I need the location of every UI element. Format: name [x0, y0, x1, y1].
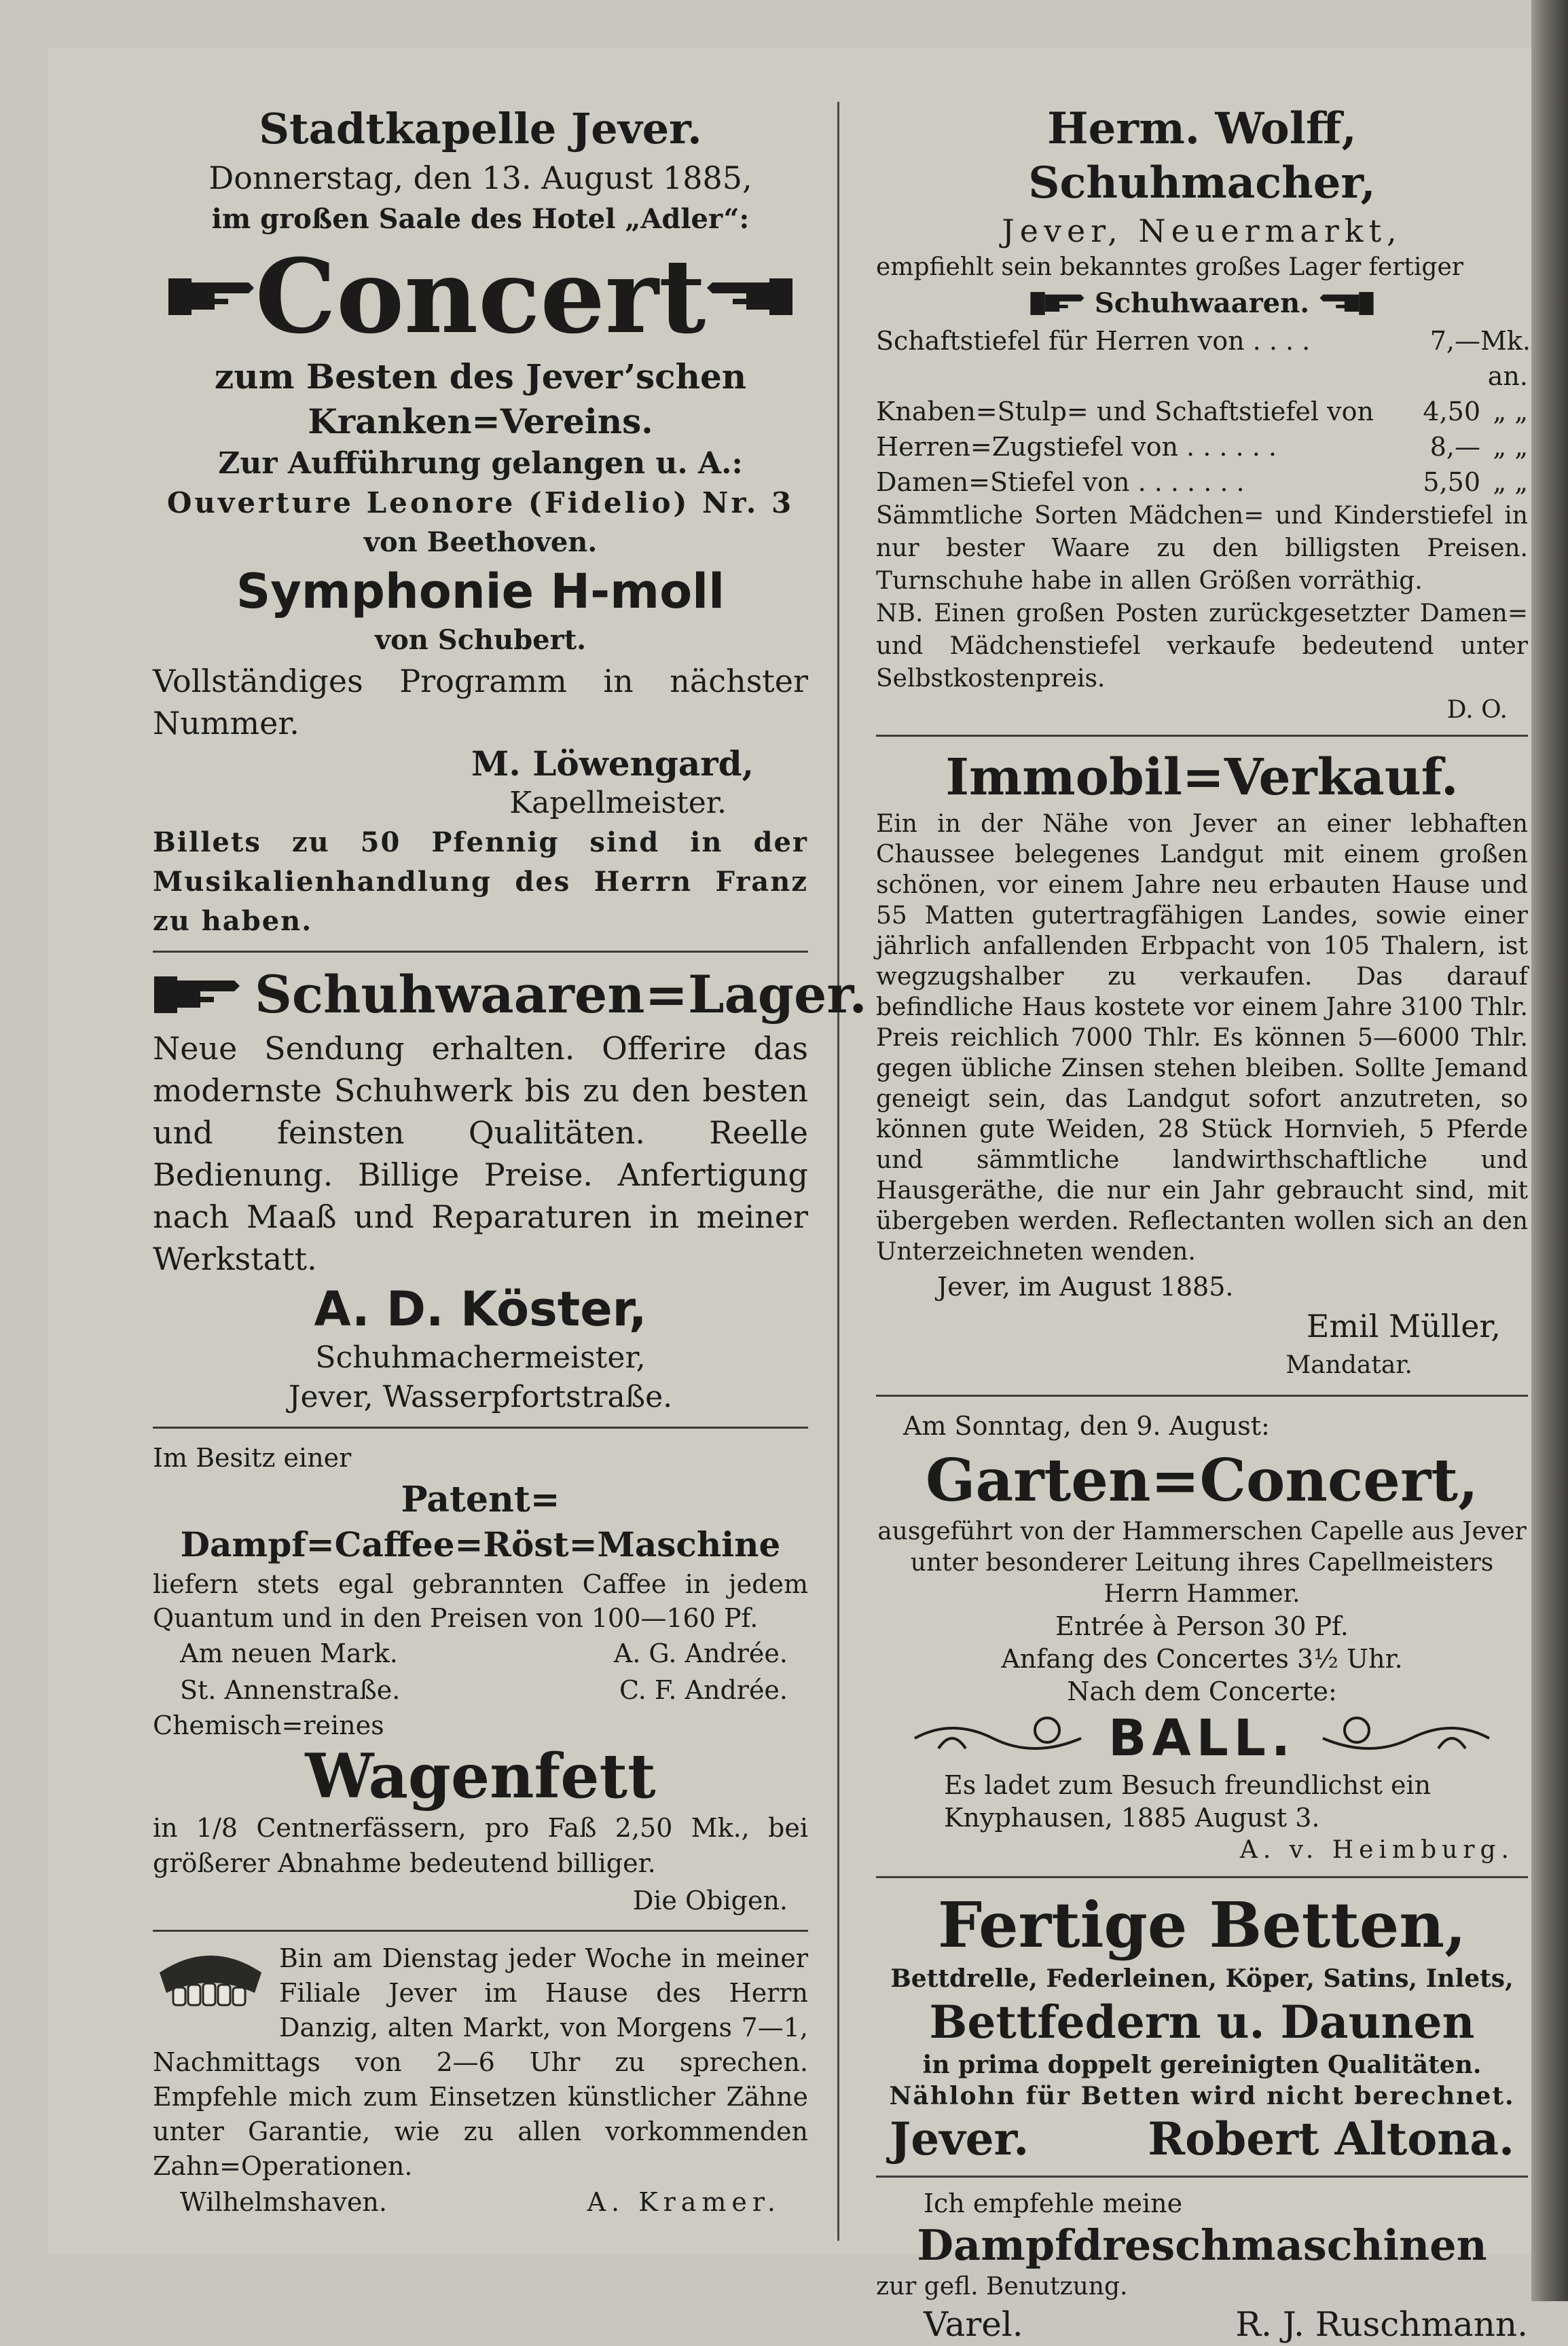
concert-date: Donnerstag, den 13. August 1885,	[208, 160, 752, 196]
coffee-title-2: Dampf=Caffee=Röst=Maschine	[180, 1524, 781, 1564]
garden-place: Knyphausen, 1885 August 3.	[944, 1803, 1320, 1833]
thresh-footer	[876, 2303, 1528, 2346]
coffee-chem: Chemisch=reines	[153, 1710, 384, 1740]
divider	[153, 1427, 808, 1429]
concert-title-row	[153, 239, 808, 354]
shoe-text: Neue Sendung erhalten. Offerire das modernste Schuhwerk bis zu den besten und feinsten Qualitäten. Reelle Bedienung. Billige Preise. Anfertigung nach Maaß und Reparaturen in meiner Werkstatt.	[153, 1030, 808, 1277]
coffee-seller-1	[153, 1635, 808, 1672]
price-unit: „ „	[1493, 467, 1528, 497]
divider	[876, 1395, 1528, 1397]
price-unit: Mk. an.	[1480, 326, 1531, 391]
garden-name: A. v. Heimburg.	[1239, 1836, 1514, 1864]
wolff-place: Jever, Neuermarkt,	[1002, 213, 1402, 249]
pointing-hand-icon	[706, 273, 794, 320]
shoe-owner-role: Schuhmachermeister,	[315, 1340, 646, 1375]
divider	[153, 1930, 808, 1932]
beds-footer	[876, 2112, 1528, 2166]
threshing-ad	[876, 2187, 1528, 2346]
garden-text: ausgeführt von der Hammerschen Capelle aus Jever unter besonderer Leitung ihres Capellmeisters Herrn Hammer.	[877, 1518, 1527, 1608]
column-divider	[837, 102, 839, 2241]
beds-title-2: Bettfedern u. Daunen	[929, 1996, 1475, 2049]
concert-conductor-role: Kapellmeister.	[509, 786, 727, 820]
shoe-address: Jever, Wasserpfortstraße.	[288, 1380, 673, 1414]
concert-tickets: Billets zu 50 Pfennig sind in der Musikalienhandlung des Herrn Franz zu haben.	[153, 826, 808, 937]
pointing-hand-icon	[167, 273, 255, 320]
coffee-name-1: A. G. Andrée.	[613, 1638, 788, 1668]
wolff-sign: D. O.	[1446, 696, 1508, 724]
thresh-use: zur gefl. Benutzung.	[876, 2273, 1128, 2301]
shoe-title: Schuhwaaren=Lager.	[255, 964, 867, 1025]
beds-title: Fertige Betten,	[937, 1888, 1467, 1962]
coffee-name-2: C. F. Andrée.	[619, 1675, 788, 1705]
wolff-price-list	[876, 323, 1531, 500]
price-item: Herren=Zugstiefel von . . . . . .	[876, 432, 1277, 462]
immobil-name: Emil Müller,	[1306, 1308, 1501, 1344]
left-column	[153, 75, 867, 2220]
divider	[876, 735, 1528, 737]
beds-list: Bettdrelle, Federleinen, Köper, Satins, Inlets,	[890, 1964, 1514, 1993]
shoe-title-row	[153, 962, 867, 1027]
coffee-sign: Die Obigen.	[632, 1886, 788, 1916]
concert-heading: Stadtkapelle Jever.	[259, 104, 702, 153]
immobil-title: Immobil=Verkauf.	[945, 748, 1459, 807]
concert-piece-2: Symphonie H-moll	[236, 564, 725, 619]
price-item: Schaftstiefel für Herren von . . . .	[876, 326, 1311, 356]
immobil-date: Jever, im August 1885.	[937, 1272, 1234, 1302]
concert-ad	[153, 102, 808, 941]
coffee-title-1: Patent=	[401, 1479, 560, 1520]
dentures-icon	[153, 1945, 268, 2027]
coffee-product: Wagenfett	[305, 1740, 656, 1812]
wolff-recommend: empfiehlt sein bekanntes großes Lager fertiger	[876, 253, 1463, 281]
concert-title: Concert	[255, 237, 706, 356]
garden-entry: Entrée à Person 30 Pf.	[1055, 1611, 1349, 1641]
price-value: 4,50	[1423, 397, 1480, 426]
wolff-nb: NB. Einen großen Posten zurückgesetzter Damen= und Mädchenstiefel verkaufe bedeutend unter Selbstkostenpreis.	[876, 600, 1528, 693]
ornament-icon	[1316, 1711, 1493, 1765]
right-column	[876, 75, 1531, 2346]
garden-date: Am Sonntag, den 9. August:	[903, 1411, 1270, 1441]
concert-purpose-1: zum Besten des Jever’schen	[214, 356, 747, 397]
coffee-location-2: St. Annenstraße.	[180, 1675, 401, 1705]
coffee-product-text: in 1/8 Centnerfässern, pro Faß 2,50 Mk., bei größerer Abnahme bedeutend billiger.	[153, 1813, 808, 1878]
beds-place: Jever.	[890, 2112, 1029, 2165]
price-item: Knaben=Stulp= und Schaftstiefel von	[876, 397, 1374, 426]
pointing-hand-icon	[1316, 289, 1377, 318]
garden-ball-row	[876, 1708, 1528, 1769]
price-unit: „ „	[1493, 397, 1528, 426]
beds-quality: in prima doppelt gereinigten Qualitäten.	[922, 2051, 1482, 2079]
concert-perform: Zur Aufführung gelangen u. A.:	[218, 446, 743, 481]
wolff-ad	[876, 102, 1531, 725]
beds-ad	[876, 1888, 1528, 2166]
garden-ball: BALL.	[1108, 1709, 1296, 1767]
price-value: 7,—	[1429, 326, 1480, 356]
concert-venue: im großen Saale des Hotel „Adler“:	[211, 203, 750, 235]
divider	[876, 2176, 1528, 2178]
garden-start: Anfang des Concertes 3½ Uhr.	[1001, 1644, 1403, 1674]
thresh-title: Dampfdreschmaschinen	[917, 2220, 1487, 2270]
wolff-goods-row	[876, 284, 1528, 323]
dentist-name: A. Kramer.	[587, 2187, 781, 2217]
pointing-hand-icon	[153, 971, 241, 1019]
price-value: 8,—	[1429, 432, 1480, 462]
concert-conductor: M. Löwengard,	[471, 744, 754, 784]
book-spine	[1531, 0, 1568, 2301]
concert-purpose-2: Kranken=Vereins.	[308, 401, 653, 441]
beds-sewing: Nählohn für Betten wird nicht berechnet.	[889, 2082, 1515, 2110]
pointing-hand-icon	[1027, 289, 1088, 318]
concert-program: Vollständiges Programm in nächster Nummer.	[153, 663, 808, 741]
garden-title: Garten=Concert,	[926, 1446, 1478, 1515]
garden-invite: Es ladet zum Besuch freundlichst ein	[944, 1770, 1432, 1800]
immobil-text: Ein in der Nähe von Jever an einer lebhaften Chaussee belegenes Landgut mit einem großen schönen, vor einem Jahre neu erbauten Hause und 55 Matten gutertragfähigen Landes, sowie einer jährlich anfallenden Erbpacht von 105 Thalern, ist wegzugshalber zu verkaufen. Das darauf befindliche Haus kostete vor einem Jahre 3100 Thlr. Preis reichlich 7000 Thlr. Es können 5—6000 Thlr. gegen übliche Zinsen stehen bleiben. Sollte Jemand geneigt sein, das Landgut sofort anzutreten, so können gute Weiden, 28 Stück Hornvieh, 5 Pferde und sämmtliche landwirthschaftliche und Hausgeräthe, die nur ein Jahr gebraucht sind, mit übergeben werden. Reflectanten wollen sich an den Unterzeichneten wenden.	[876, 810, 1528, 1266]
coffee-seller-2	[153, 1672, 808, 1708]
thresh-intro: Ich empfehle meine	[924, 2188, 1183, 2218]
thresh-name: R. J. Ruschmann.	[1235, 2305, 1528, 2344]
shoe-owner: A. D. Köster,	[314, 1281, 647, 1337]
coffee-intro: Im Besitz einer	[153, 1443, 352, 1473]
concert-piece-1: Ouverture Leonore (Fidelio) Nr. 3	[166, 486, 795, 519]
immobil-role: Mandatar.	[1286, 1351, 1412, 1379]
dentist-text: Bin am Dienstag jeder Woche in meiner Filiale Jever im Hause des Herrn Danzig, alten Markt, von Morgens 7—1, Nachmittags von 2—6 Uhr zu sprechen. Empfehle mich zum Einsetzen künstlicher Zähne unter Garantie, wie zu allen vorkommenden Zahn=Operationen.	[153, 1943, 808, 2181]
ornament-icon	[911, 1711, 1088, 1765]
divider	[153, 951, 808, 953]
wolff-goods: Schuhwaaren.	[1094, 287, 1310, 319]
dentist-footer	[153, 2184, 808, 2220]
coffee-ad	[153, 1438, 808, 1920]
thresh-place: Varel.	[924, 2305, 1023, 2344]
beds-name: Robert Altona.	[1148, 2112, 1514, 2165]
coffee-location-1: Am neuen Mark.	[180, 1638, 398, 1668]
garden-concert-ad	[876, 1406, 1528, 1867]
shoe-store-ad	[153, 962, 867, 1417]
garden-after: Nach dem Concerte:	[1067, 1676, 1337, 1706]
dentist-place: Wilhelmshaven.	[180, 2187, 387, 2217]
price-unit: „ „	[1493, 432, 1528, 462]
wolff-text: Sämmtliche Sorten Mädchen= und Kinderstiefel in nur bester Waare zu den billigsten Preisen. Turnschuhe habe in allen Größen vorräthig.	[876, 502, 1528, 595]
immobil-ad	[876, 746, 1528, 1385]
concert-piece-1-composer: von Beethoven.	[363, 526, 598, 558]
dentist-ad	[153, 1941, 808, 2220]
price-item: Damen=Stiefel von . . . . . . .	[876, 467, 1245, 497]
divider	[876, 1876, 1528, 1878]
concert-piece-2-composer: von Schubert.	[374, 624, 587, 656]
coffee-text: liefern stets egal gebrannten Caffee in jedem Quantum und in den Preisen von 100—160 Pf.	[153, 1569, 808, 1633]
price-value: 5,50	[1423, 467, 1480, 497]
wolff-title: Herm. Wolff, Schuhmacher,	[1028, 103, 1376, 208]
